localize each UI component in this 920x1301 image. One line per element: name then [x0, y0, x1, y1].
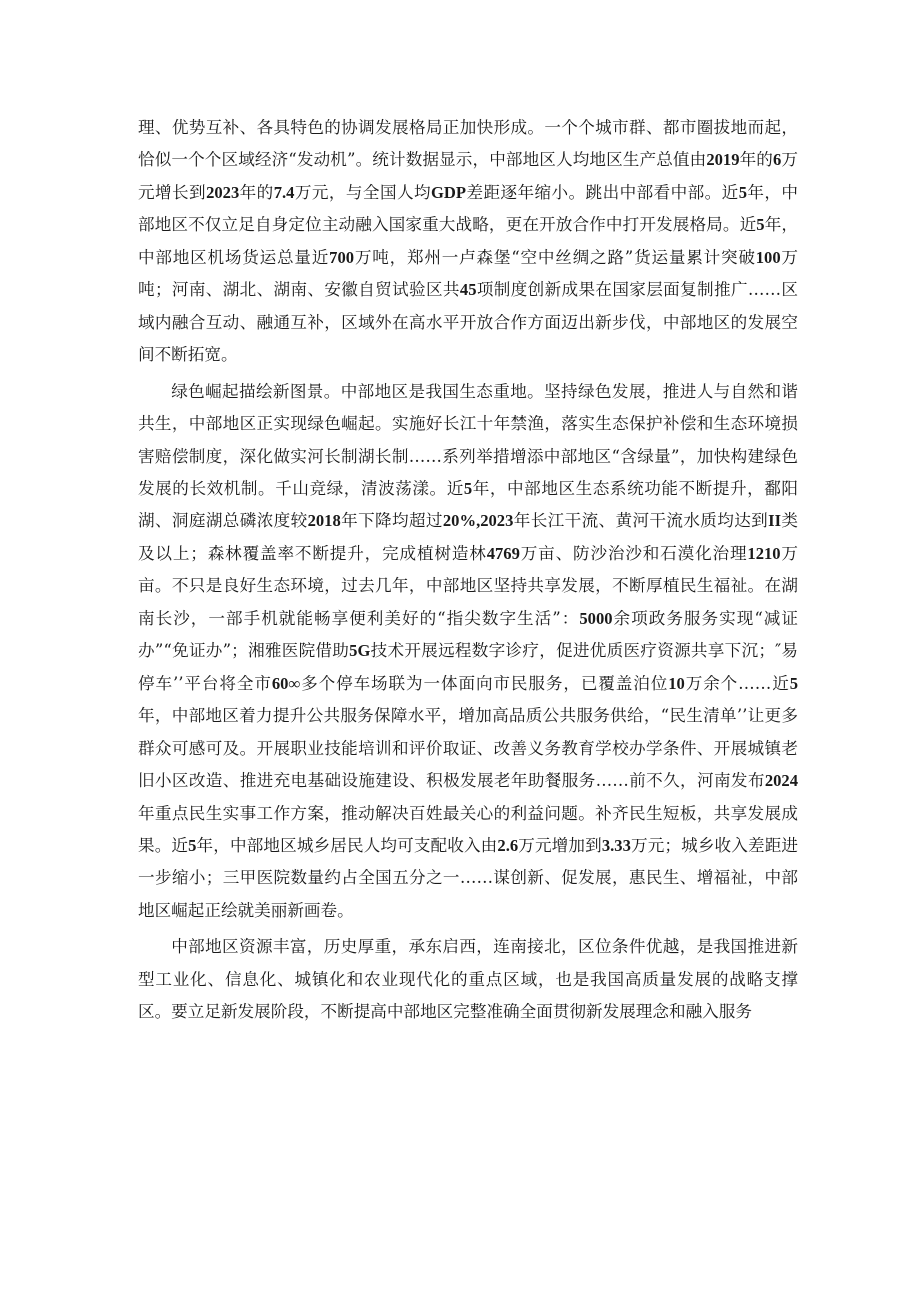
bold-number: 5G	[349, 641, 371, 661]
bold-number: 7.4	[273, 182, 295, 202]
text-run: 万吨，郑州一卢森堡“空中丝绸之路”货运量累计突破	[354, 247, 756, 267]
text-run: 余项政务服务实现“减证办”“免证办”；湘雅医院借助	[138, 608, 799, 661]
text-run: 万吨；河南、湖北、湖南、安徽自贸试验区共	[138, 247, 799, 300]
bold-number: GDP	[431, 182, 467, 202]
bold-number: 4769	[486, 543, 520, 563]
paragraph-1	[138, 112, 798, 372]
text-run: 万元增加到	[518, 835, 602, 855]
text-run: 万元；城乡收入差距进一步缩小；三甲医院数量约占全国五分之一……谋创新、促发展，惠民生、增福祉，中部地区崛起正绘就美丽新画卷。	[138, 835, 799, 920]
text-run: 理、优势互补、各具特色的协调发展格局正加快形成。一个个城市群、都市圈拔地而起，恰似一个个区域经济“发动机”。统计数据显示，中部地区人均地区生产总值由	[138, 118, 798, 170]
text-run: 绿色崛起描绘新图景。中部地区是我国生态重地。坚持绿色发展，推进人与自然和谐共生，中部地区正实现绿色崛起。实施好长江十年禁渔，落实生态保护补偿和生态环境损害赔偿制度，深化做实河长制湖长制……系列举措增添中部地区“含绿量”，加快构建绿色发展的长效机制。千山竞绿，清波荡漾。近	[138, 381, 798, 498]
bold-number: 6	[773, 150, 782, 170]
bold-number: 700	[329, 247, 355, 267]
text-run: 年，中部地区不仅立足自身定位主动融入国家重大战略，更在开放合作中打开发展格局。近	[138, 182, 799, 235]
bold-number: 2024	[764, 771, 798, 791]
text-run: 年，中部地区机场货运总量近	[138, 215, 798, 267]
bold-number: 2023	[206, 182, 240, 202]
text-run: 年重点民生实事工作方案，推动解决百姓最关心的利益问题。补齐民生短板，共享发展成果。近	[138, 803, 798, 855]
text-run: 万元增长到	[138, 150, 799, 202]
bold-number: 2019	[706, 150, 740, 170]
text-run: 年，中部地区生态系统功能不断提升，鄱阳湖、洞庭湖总磷浓度较	[138, 478, 799, 531]
text-run: 类及以上；森林覆盖率不断提升，完成植树造林	[138, 511, 799, 563]
bold-number: 3.33	[601, 835, 631, 855]
text-run: 中部地区资源丰富，历史厚重，承东启西，连南接北，区位条件优越，是我国推进新型工业化、信息化、城镇化和农业现代化的重点区域，也是我国高质量发展的战略支撑区。要立足新发展阶段，不断提高中部地区完整准确全面贯彻新发展理念和融入服务	[138, 937, 798, 1022]
text-run: 技术开展远程数字诊疗，促进优质医疗资源共享下沉；″易停车’’平台将全市	[138, 641, 799, 693]
text-run: 万亩。不只是良好生态环境，过去几年，中部地区坚持共享发展，不断厚植民生福祉。在湖南长沙，一部手机就能畅享便利美好的“指尖数字生活”：	[138, 543, 799, 628]
text-run: 多个停车场联为一体面向市民服务，已覆盖泊位	[300, 673, 669, 693]
paragraph-2	[138, 376, 798, 928]
document-body	[138, 112, 798, 1029]
text-run: 差距逐年缩小。跳出中部看中部。近	[466, 182, 739, 202]
bold-number: 5	[789, 673, 799, 693]
bold-number: 45	[459, 280, 477, 300]
text-run: 万亩、防沙治沙和石漠化治理	[519, 543, 748, 563]
text-run: 年长江干流、黄河干流水质均达到	[513, 511, 769, 531]
text-run: 年的	[239, 182, 274, 202]
bold-number: 20%,2023	[442, 511, 514, 531]
text-run: 年下降均超过	[340, 511, 443, 531]
text-run: 万余个……近	[684, 673, 790, 693]
bold-number: 5	[463, 478, 473, 498]
text-run: 万元，与全国人均	[294, 182, 431, 202]
bold-number: 100	[755, 247, 781, 267]
text-run: 年的	[739, 150, 774, 170]
text-run: 项制度创新成果在国家层面复制推广……区域内融合互动、融通互补，区域外在高水平开放合作方面迈出新步伐，中部地区的发展空间不断拓宽。	[138, 280, 799, 365]
bold-number: 5000	[579, 608, 613, 628]
bold-number: 5	[756, 215, 765, 235]
bold-number: 5	[188, 835, 197, 855]
bold-number: II	[768, 511, 782, 531]
text-run: 年，中部地区着力提升公共服务保障水平，增加高品质公共服务供给，“民生清单’’让更多群众可感可及。开展职业技能培训和评价取证、改善义务教育学校办学条件、开展城镇老旧小区改造、推进充电基础设施建设、积极发展老年助餐服务……前不久，河南发布	[138, 706, 798, 791]
text-run: 年，中部地区城乡居民人均可支配收入由	[196, 835, 498, 855]
bold-number: 10	[668, 673, 685, 693]
bold-number: 1210	[747, 543, 781, 563]
bold-number: 2.6	[497, 835, 519, 855]
bold-number: 60∞	[271, 673, 301, 693]
paragraph-3	[138, 931, 798, 1028]
bold-number: 2018	[307, 511, 341, 531]
bold-number: 5	[738, 182, 747, 202]
